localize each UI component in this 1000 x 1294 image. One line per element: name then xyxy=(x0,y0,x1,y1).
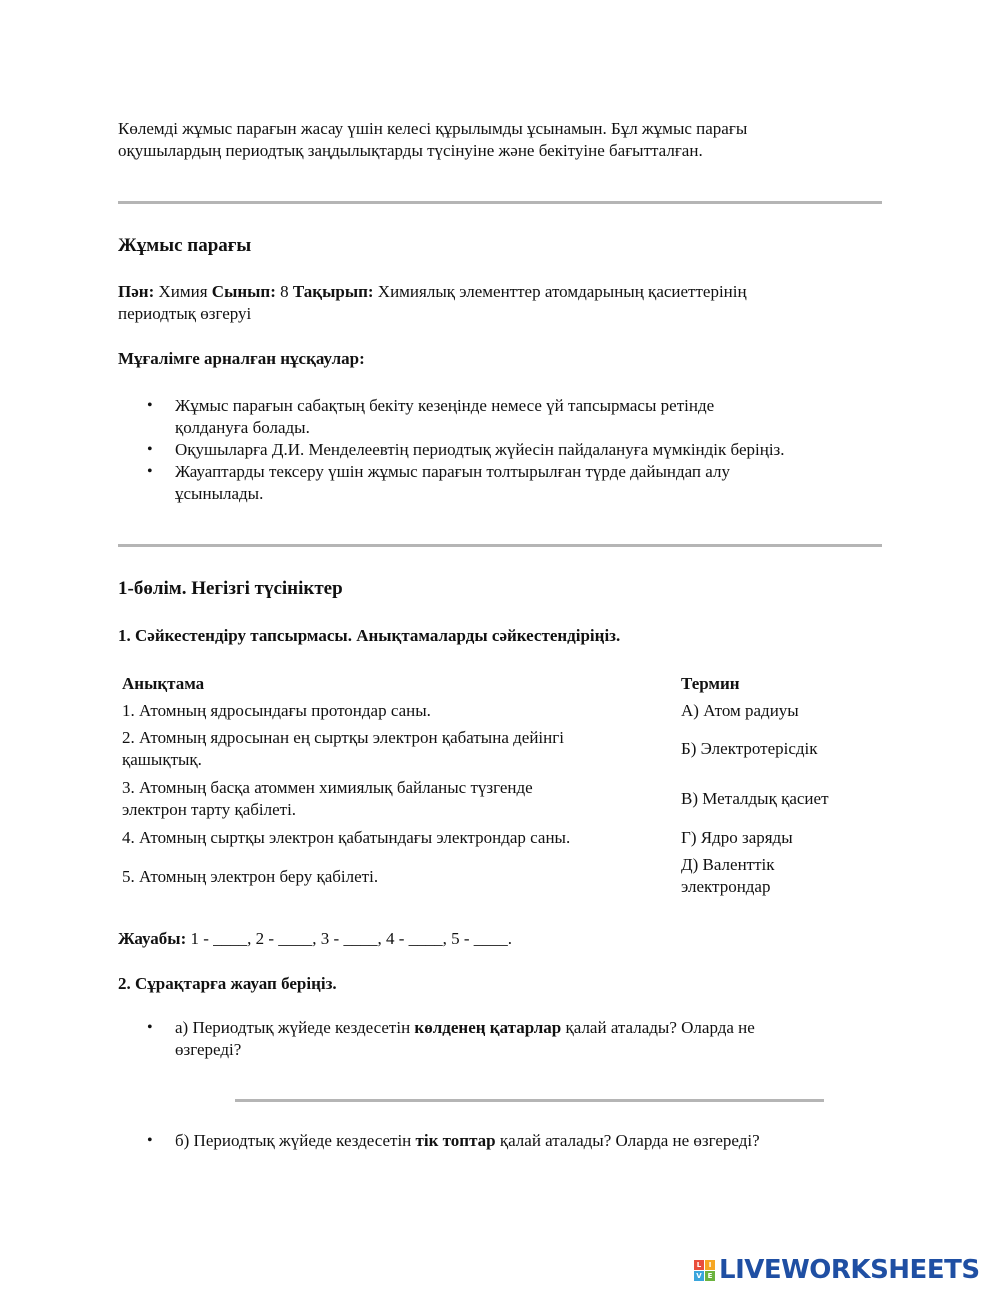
answer-label: Жауабы: xyxy=(118,929,187,948)
term-cell: Б) Электротерісдік xyxy=(681,739,818,758)
definition-cell: 5. Атомның электрон беру қабілеті. xyxy=(122,867,379,886)
teacher-instructions-list xyxy=(118,395,898,505)
list-item: • Жауаптарды тексеру үшін жұмыс парағын толтырылған түрде дайындап алу ұсынылады. xyxy=(118,461,898,505)
column-header-definition: Анықтама xyxy=(122,674,205,693)
subject-label: Пән: xyxy=(118,282,155,301)
term-cell: А) Атом радиуы xyxy=(681,701,799,720)
task2-heading: 2. Сұрақтарға жауап беріңіз. xyxy=(118,974,337,993)
topic-value-cont: периодтық өзгеруі xyxy=(118,304,252,323)
worksheet-title: Жұмыс парағы xyxy=(118,235,252,256)
logo-mark-icon: L I V E xyxy=(694,1260,715,1281)
section-title: 1-бөлім. Негізгі түсініктер xyxy=(118,578,343,599)
grade-label: Сынып: xyxy=(211,282,276,301)
intro-paragraph xyxy=(118,118,878,162)
question-a: • а) Периодтық жүйеде кездесетін көлденең қатарлар қалай аталады? Оларда не өзгереді? xyxy=(118,1017,898,1061)
teacher-instructions-heading: Мұғалімге арналған нұсқаулар: xyxy=(118,349,365,368)
topic-label: Тақырып: xyxy=(292,282,374,301)
liveworksheets-logo xyxy=(694,1257,980,1283)
definition-cell: 2. Атомның ядросынан ең сыртқы электрон қабатына дейінгі қашықтық. xyxy=(122,728,564,769)
worksheet-meta xyxy=(118,281,878,325)
intro-line: оқушылардың периодтық заңдылықтарды түсінуіне және бекітуіне бағытталған. xyxy=(118,141,703,160)
column-header-term: Термин xyxy=(681,674,740,693)
list-item: • Жұмыс парағын сабақтың бекіту кезеңінде немесе үй тапсырмасы ретінде қолдануға болады. xyxy=(118,395,898,439)
question-list xyxy=(118,1017,898,1061)
definition-cell: 1. Атомның ядросындағы протондар саны. xyxy=(122,701,431,720)
grade-value: 8 xyxy=(280,282,289,301)
question-b: • б) Периодтық жүйеде кездесетін тік топтар қалай аталады? Оларда не өзгереді? xyxy=(118,1130,898,1152)
question-list xyxy=(118,1130,898,1152)
term-cell: Д) Валенттік электрондар xyxy=(681,855,775,896)
term-cell: В) Металдық қасиет xyxy=(681,789,829,808)
definition-cell: 4. Атомның сыртқы электрон қабатындағы электрондар саны. xyxy=(122,828,571,847)
answer-line-a[interactable] xyxy=(235,1099,824,1102)
answer-line xyxy=(118,928,512,950)
subject-value: Химия xyxy=(158,282,208,301)
intro-line: Көлемді жұмыс парағын жасау үшін келесі құрылымды ұсынамын. Бұл жұмыс парағы xyxy=(118,119,748,138)
divider xyxy=(118,201,882,204)
logo-text: LIVEWORKSHEETS xyxy=(719,1255,980,1285)
task1-heading: 1. Сәйкестендіру тапсырмасы. Анықтамаларды сәйкестендіріңіз. xyxy=(118,626,621,645)
answer-blanks[interactable]: 1 - ____, 2 - ____, 3 - ____, 4 - ____, 5 - ____. xyxy=(190,929,513,948)
term-cell: Г) Ядро заряды xyxy=(681,828,793,847)
divider xyxy=(118,544,882,547)
definition-cell: 3. Атомның басқа атоммен химиялық байланыс түзгенде электрон тарту қабілеті. xyxy=(122,778,533,819)
topic-value: Химиялық элементтер атомдарының қасиеттерінің xyxy=(377,282,747,301)
list-item: • Оқушыларға Д.И. Менделеевтің периодтық жүйесін пайдалануға мүмкіндік беріңіз. xyxy=(118,439,898,461)
